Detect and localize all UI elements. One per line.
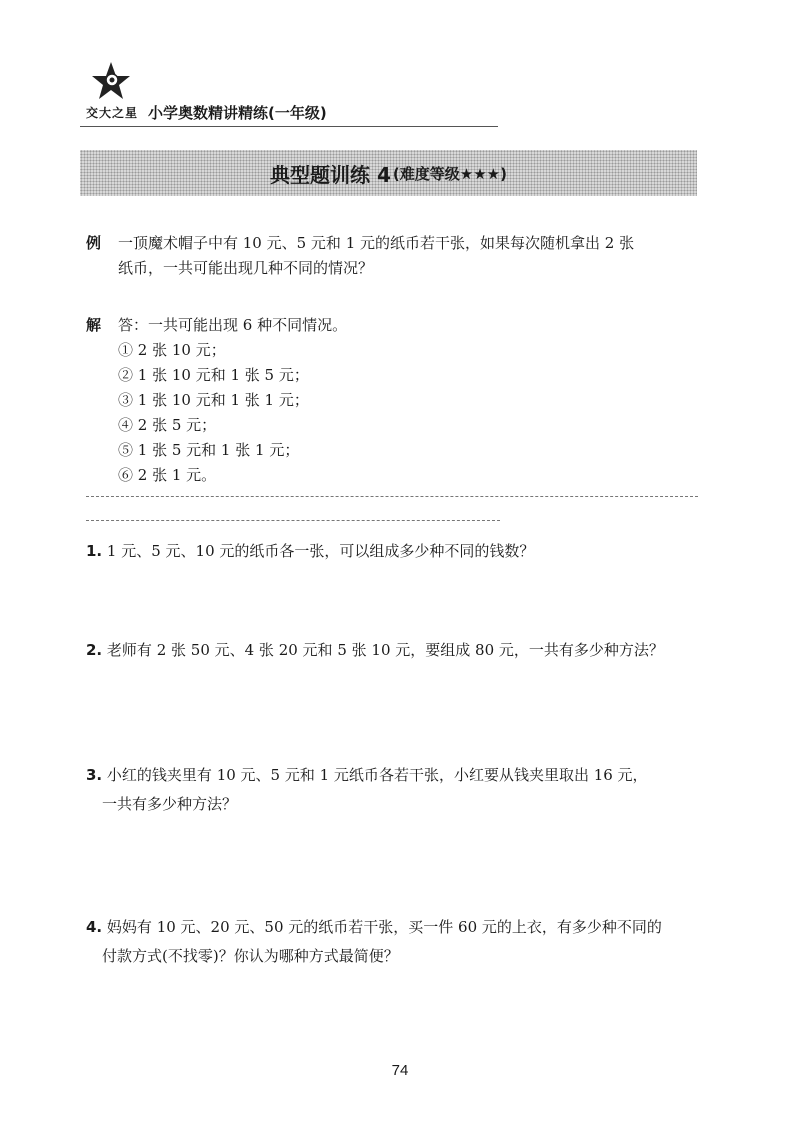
question-number: 2.	[86, 641, 103, 659]
question-text: 小红的钱夹里有 10 元、5 元和 1 元纸币各若干张，小红要从钱夹里取出 16 元，	[106, 766, 648, 784]
example-block	[86, 231, 701, 281]
page-number: 74	[391, 1062, 409, 1079]
example-line: 纸币，一共可能出现几种不同的情况？	[118, 259, 374, 277]
header-divider	[80, 126, 498, 127]
solution-item: ② 1 张 10 元和 1 张 5 元；	[118, 366, 309, 384]
question-text: 付款方式(不找零)？你认为哪种方式最简便？	[102, 947, 399, 965]
solution-item: ③ 1 张 10 元和 1 张 1 元；	[118, 391, 309, 409]
dashed-separator	[86, 520, 500, 521]
brand-name: 交大之星	[86, 106, 139, 120]
question-1	[86, 537, 701, 566]
star-logo-icon	[90, 60, 132, 102]
question-number: 3.	[86, 766, 103, 784]
solution-tag: 解	[86, 316, 102, 334]
solution-block	[86, 313, 701, 488]
solution-item: ⑤ 1 张 5 元和 1 张 1 元；	[118, 441, 300, 459]
solution-item: ⑥ 2 张 1 元。	[118, 466, 217, 484]
section-title: 典型题训练 4	[270, 162, 391, 187]
solution-answer: 答：一共可能出现 6 种不同情况。	[118, 316, 348, 334]
solution-item: ④ 2 张 5 元；	[118, 416, 217, 434]
difficulty-label: (难度等级★★★)	[392, 164, 507, 183]
example-line: 一顶魔术帽子中有 10 元、5 元和 1 元的纸币若干张，如果每次随机拿出 2 张	[118, 234, 635, 252]
section-banner	[80, 150, 697, 196]
question-text: 1 元、5 元、10 元的纸币各一张，可以组成多少种不同的钱数？	[106, 542, 535, 560]
example-tag: 例	[86, 234, 102, 252]
book-title: 小学奥数精讲精练(一年级)	[148, 104, 327, 122]
question-text: 老师有 2 张 50 元、4 张 20 元和 5 张 10 元，要组成 80 元，一共有多少种方法？	[106, 641, 664, 659]
dashed-separator	[86, 496, 698, 497]
solution-item: ① 2 张 10 元；	[118, 341, 226, 359]
question-text: 一共有多少种方法？	[102, 795, 238, 813]
question-number: 1.	[86, 542, 103, 560]
question-4	[86, 913, 701, 971]
question-text: 妈妈有 10 元、20 元、50 元的纸币若干张，买一件 60 元的上衣，有多少种不同的	[106, 918, 662, 936]
page-header	[80, 60, 500, 128]
question-2	[86, 636, 701, 665]
question-3	[86, 761, 701, 819]
question-number: 4.	[86, 918, 103, 936]
